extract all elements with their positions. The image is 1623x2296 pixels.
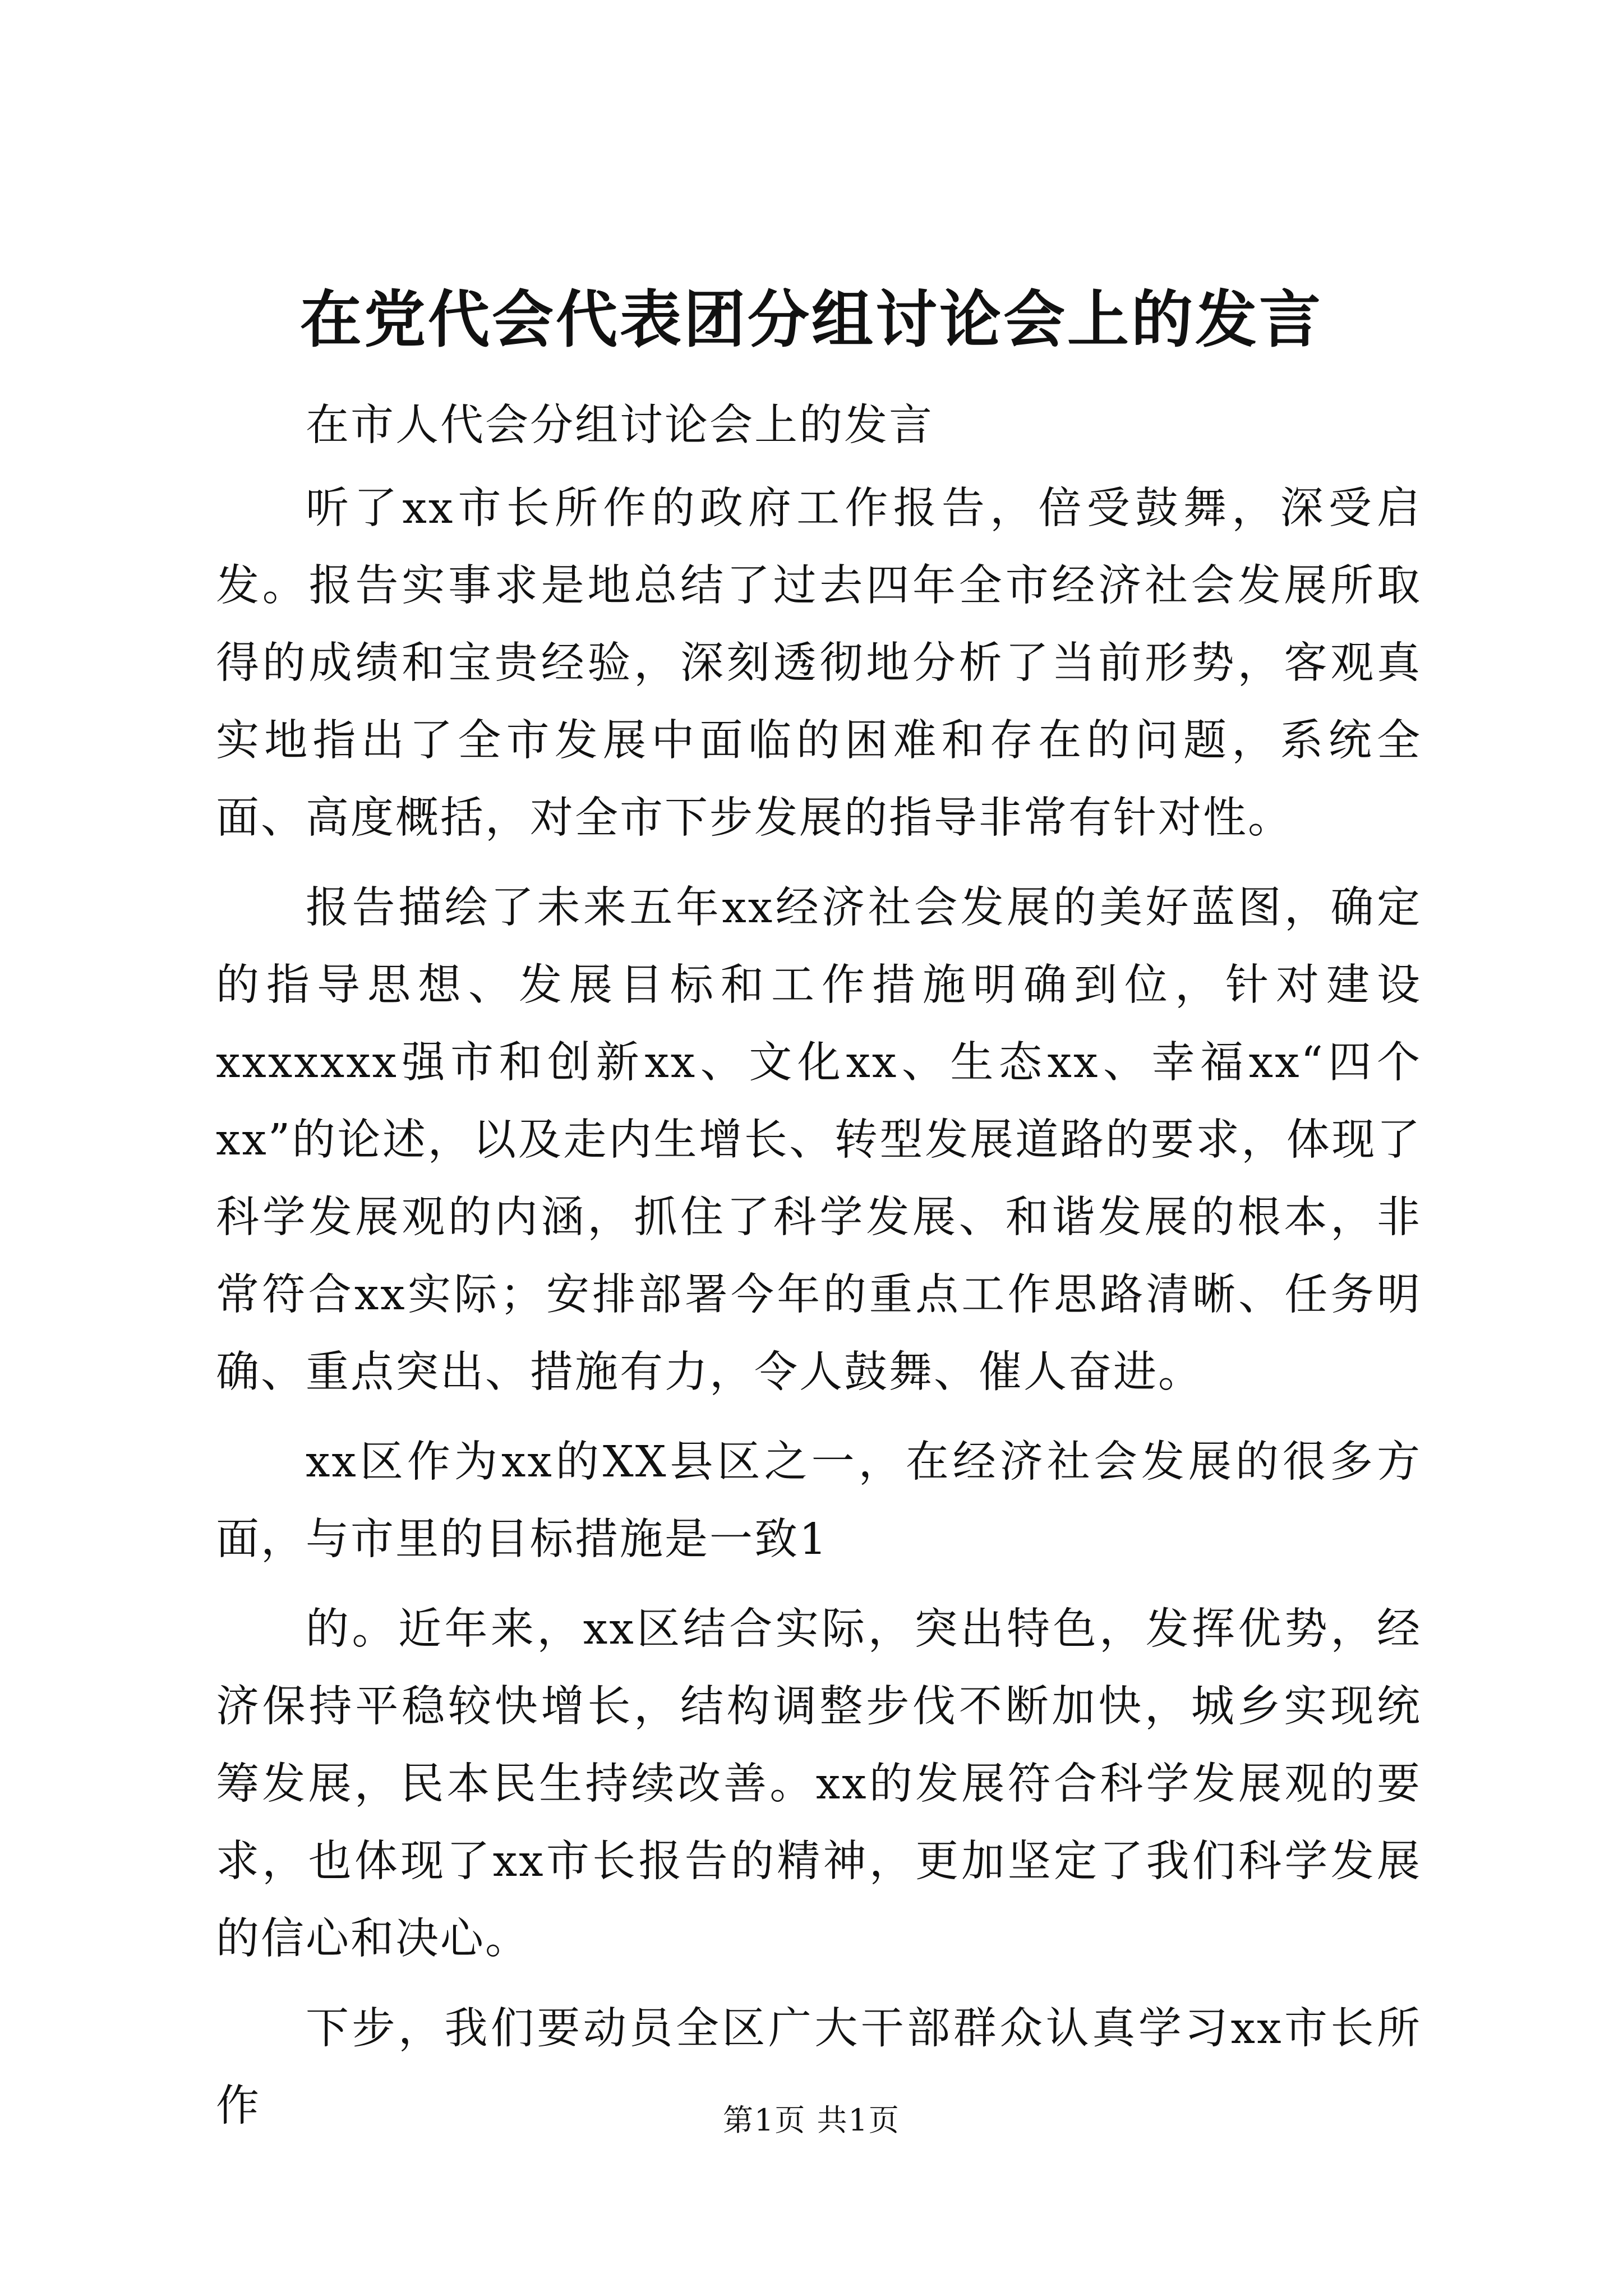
document-body	[216, 387, 1422, 2157]
document-subtitle: 在市人代会分组讨论会上的发言	[306, 401, 934, 450]
paragraph-1: 听了xx市长所作的政府工作报告，倍受鼓舞，深受启发。报告实事求是地总结了过去四年全市经济社会发展所取得的成绩和宝贵经验，深刻透彻地分析了当前形势，客观真实地指出了全市发展中面临的困难和存在的问题，系统全面、高度概括，对全市下步发展的指导非常有针对性。	[216, 484, 1422, 843]
paragraph-2: 报告描绘了未来五年xx经济社会发展的美好蓝图，确定的指导思想、发展目标和工作措施明确到位，针对建设xxxxxxx强市和创新xx、文化xx、生态xx、幸福xx“四个xx”的论述，以及走内生增长、转型发展道路的要求，体现了科学发展观的内涵，抓住了科学发展、和谐发展的根本，非常符合xx实际；安排部署今年的重点工作思路清晰、任务明确、重点突出、措施有力，令人鼓舞、催人奋进。	[216, 883, 1422, 1397]
paragraph-3: xx区作为xx的XX县区之一，在经济社会发展的很多方面，与市里的目标措施是一致1	[216, 1437, 1422, 1565]
paragraph-5: 下步，我们要动员全区广大干部群众认真学习xx市长所作	[216, 2004, 1422, 2131]
page-footer: 第1页 共1页	[723, 2102, 900, 2138]
document-title: 在党代会代表团分组讨论会上的发言	[300, 283, 1323, 356]
paragraph-4: 的。近年来，xx区结合实际，突出特色，发挥优势，经济保持平稳较快增长，结构调整步伐不断加快，城乡实现统筹发展，民本民生持续改善。xx的发展符合科学发展观的要求，也体现了xx市长报告的精神，更加坚定了我们科学发展的信心和决心。	[216, 1604, 1422, 1964]
